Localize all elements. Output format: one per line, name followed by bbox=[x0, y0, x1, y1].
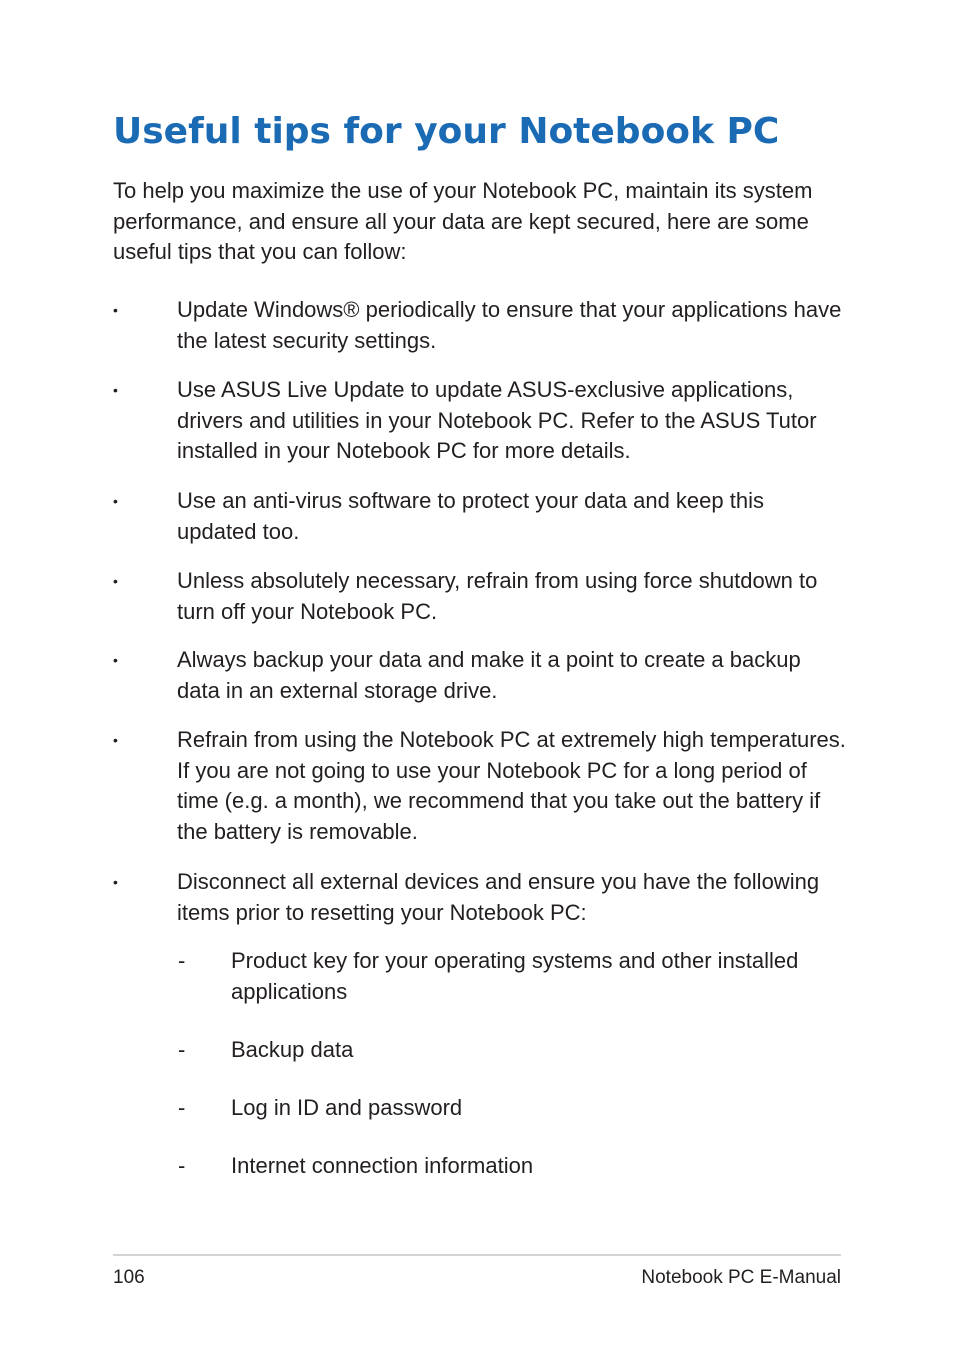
tip-text: Use ASUS Live Update to update ASUS-exclusive applications, drivers and utilities in your Notebook PC. Refer to the ASUS Tutor installed in your Notebook PC for more details. bbox=[177, 377, 817, 463]
tip-item bbox=[113, 725, 848, 847]
bullet-icon: • bbox=[113, 302, 118, 318]
dash-icon: - bbox=[178, 1095, 186, 1120]
dash-icon: - bbox=[178, 1153, 186, 1178]
sub-item-text: Backup data bbox=[231, 1037, 354, 1062]
intro-paragraph: To help you maximize the use of your Notebook PC, maintain its system performance, and ensure all your data are kept secured, here are some useful tips that you can follow: bbox=[113, 178, 813, 264]
tip-item bbox=[113, 867, 848, 928]
tip-text: Use an anti-virus software to protect your data and keep this updated too. bbox=[177, 488, 764, 544]
tip-text: Always backup your data and make it a point to create a backup data in an external storage drive. bbox=[177, 647, 801, 703]
tip-text: Refrain from using the Notebook PC at extremely high temperatures. If you are not going to use your Notebook PC for a long period of time (e.g. a month), we recommend that you take out the battery if the battery is removable. bbox=[177, 727, 846, 844]
page-number: 106 bbox=[113, 1267, 145, 1288]
bullet-icon: • bbox=[113, 874, 118, 890]
dash-icon: - bbox=[178, 1037, 186, 1062]
bullet-icon: • bbox=[113, 652, 118, 668]
tip-text: Unless absolutely necessary, refrain from using force shutdown to turn off your Notebook PC. bbox=[177, 568, 818, 624]
footer-divider bbox=[113, 1254, 841, 1256]
sub-item-text: Internet connection information bbox=[231, 1153, 534, 1178]
sub-item bbox=[178, 946, 848, 1007]
bullet-icon: • bbox=[113, 493, 118, 509]
sub-item bbox=[178, 1151, 848, 1182]
tip-item bbox=[113, 295, 848, 356]
tip-item bbox=[113, 645, 848, 706]
dash-icon: - bbox=[178, 948, 186, 973]
sub-item bbox=[178, 1093, 848, 1124]
tip-text: Disconnect all external devices and ensure you have the following items prior to resetting your Notebook PC: bbox=[177, 869, 820, 925]
sub-item-text: Log in ID and password bbox=[231, 1095, 463, 1120]
bullet-icon: • bbox=[113, 382, 118, 398]
bullet-icon: • bbox=[113, 573, 118, 589]
page-title: Useful tips for your Notebook PC bbox=[113, 111, 780, 152]
bullet-icon: • bbox=[113, 732, 118, 748]
tip-item bbox=[113, 486, 848, 547]
sub-item bbox=[178, 1035, 848, 1066]
tip-item bbox=[113, 566, 848, 627]
sub-item-text: Product key for your operating systems and other installed applications bbox=[231, 948, 799, 1004]
tip-text: Update Windows® periodically to ensure that your applications have the latest security settings. bbox=[177, 297, 842, 353]
tip-item bbox=[113, 375, 848, 467]
manual-title: Notebook PC E-Manual bbox=[641, 1267, 841, 1288]
